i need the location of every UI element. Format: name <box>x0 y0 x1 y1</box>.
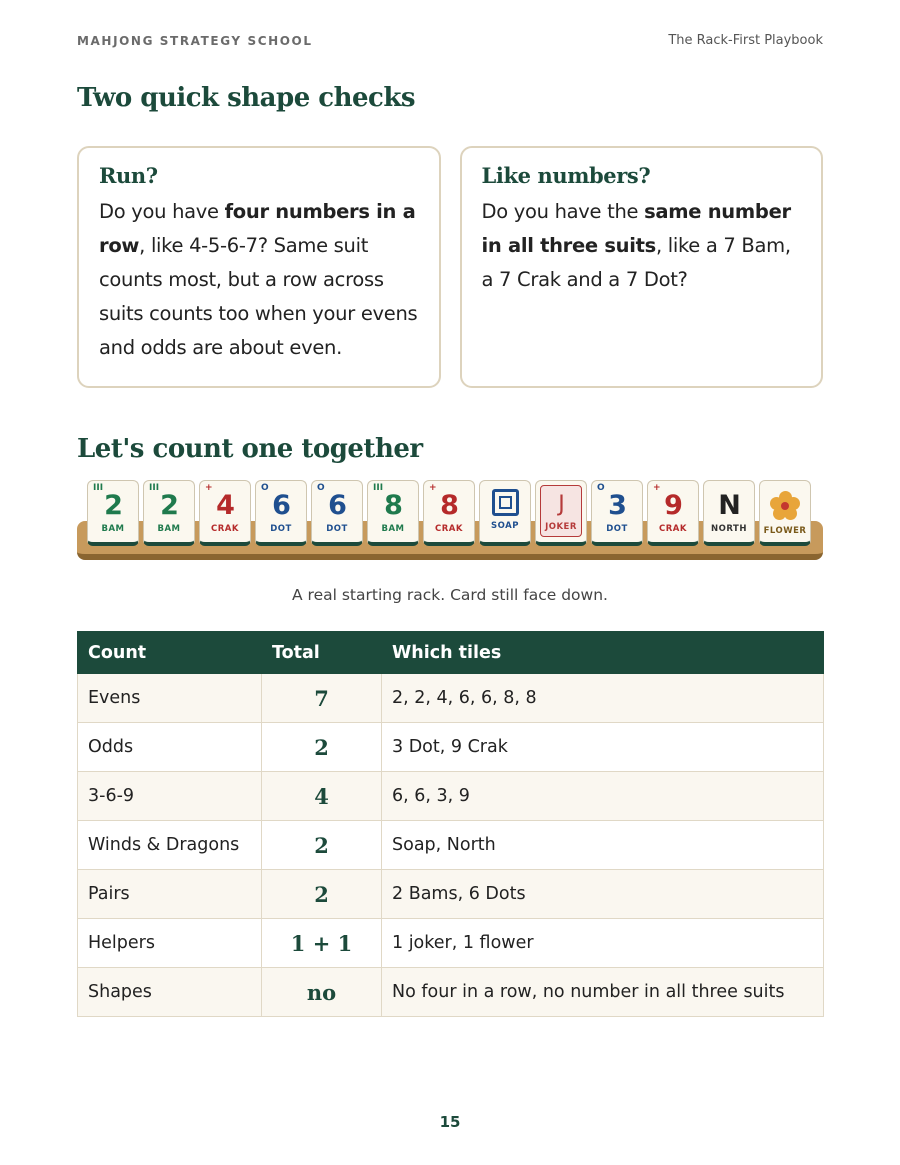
running-header <box>77 33 823 48</box>
shape-check-cards <box>77 146 823 388</box>
total-cell: no <box>262 968 382 1017</box>
table-row <box>78 968 824 1017</box>
tiles-cell: 2 Bams, 6 Dots <box>382 870 824 919</box>
card-like-numbers <box>460 146 824 388</box>
rack-tile <box>311 480 363 546</box>
count-cell: Odds <box>78 723 262 772</box>
tiles-cell: 1 joker, 1 flower <box>382 919 824 968</box>
rack-tile <box>703 480 755 546</box>
column-header-count: Count <box>78 632 262 674</box>
card-title: Run? <box>99 163 158 188</box>
crak-mark-icon: + <box>653 483 661 493</box>
count-cell: Evens <box>78 674 262 723</box>
crak-mark-icon: + <box>205 483 213 493</box>
tile-label: CRAK <box>211 524 239 534</box>
card-body <box>482 195 802 297</box>
table-row <box>78 821 824 870</box>
tile-number: 4 <box>216 490 234 521</box>
tile-number: N <box>718 490 740 521</box>
card-text: , like 4-5-6-7? Same suit counts most, but a row across suits counts too when your evens and odds are about even. <box>99 234 418 359</box>
rack-tiles <box>87 480 811 546</box>
tile-label: JOKER <box>545 522 577 532</box>
joker-icon <box>540 485 582 537</box>
card-run <box>77 146 441 388</box>
count-cell: 3-6-9 <box>78 772 262 821</box>
bam-mark-icon: III <box>373 483 384 493</box>
tile-label: BAM <box>381 524 405 534</box>
dot-mark-icon: O <box>317 483 325 493</box>
soap-dragon-icon <box>492 489 519 516</box>
card-text: Do you have <box>99 200 225 223</box>
tile-number: 3 <box>608 490 626 521</box>
tile-number: 2 <box>104 490 122 521</box>
card-body <box>99 195 419 365</box>
rack-tile <box>255 480 307 546</box>
book-title: The Rack-First Playbook <box>668 33 823 48</box>
rack-tile <box>535 480 587 546</box>
total-cell: 2 <box>262 723 382 772</box>
tile-rack <box>77 478 823 564</box>
page-number: 15 <box>439 1113 461 1131</box>
total-cell: 1 + 1 <box>262 919 382 968</box>
card-title: Like numbers? <box>481 163 651 188</box>
rack-tile <box>479 480 531 546</box>
school-name: MAHJONG STRATEGY SCHOOL <box>77 33 313 48</box>
tile-label: NORTH <box>711 524 747 534</box>
card-emphasis: same number in all three suits <box>481 200 791 257</box>
table-row <box>78 870 824 919</box>
count-cell: Winds & Dragons <box>78 821 262 870</box>
rack-tile <box>199 480 251 546</box>
rack-tile <box>367 480 419 546</box>
tile-number: 6 <box>328 490 346 521</box>
tile-label: BAM <box>101 524 125 534</box>
bam-mark-icon: III <box>149 483 160 493</box>
table-row <box>78 674 824 723</box>
flower-icon <box>770 491 800 521</box>
table-row <box>78 919 824 968</box>
table-row <box>78 723 824 772</box>
rack-tile <box>647 480 699 546</box>
crak-mark-icon: + <box>429 483 437 493</box>
card-emphasis: four numbers in a row <box>99 200 416 257</box>
table-header-row <box>78 632 824 674</box>
tile-number: 6 <box>272 490 290 521</box>
total-cell: 4 <box>262 772 382 821</box>
tile-label: DOT <box>270 524 292 534</box>
tile-label: BAM <box>157 524 181 534</box>
rack-tile <box>423 480 475 546</box>
count-cell: Helpers <box>78 919 262 968</box>
count-cell: Shapes <box>78 968 262 1017</box>
tile-number: 9 <box>664 490 682 521</box>
tiles-cell: No four in a row, no number in all three suits <box>382 968 824 1017</box>
tile-label: DOT <box>326 524 348 534</box>
section-title-shape-checks: Two quick shape checks <box>77 83 416 113</box>
rack-tile <box>591 480 643 546</box>
dot-mark-icon: O <box>597 483 605 493</box>
rack-tile <box>87 480 139 546</box>
count-cell: Pairs <box>78 870 262 919</box>
total-cell: 2 <box>262 821 382 870</box>
total-cell: 7 <box>262 674 382 723</box>
table-row <box>78 772 824 821</box>
tiles-cell: 2, 2, 4, 6, 6, 8, 8 <box>382 674 824 723</box>
rack-caption: A real starting rack. Card still face down. <box>292 586 608 604</box>
count-table <box>77 631 824 1017</box>
bam-mark-icon: III <box>93 483 104 493</box>
tile-label: SOAP <box>491 521 519 531</box>
tiles-cell: 3 Dot, 9 Crak <box>382 723 824 772</box>
tile-number: 8 <box>384 490 402 521</box>
tile-label: FLOWER <box>763 526 807 536</box>
rack-tile <box>759 480 811 546</box>
tile-label: CRAK <box>435 524 463 534</box>
dot-mark-icon: O <box>261 483 269 493</box>
tiles-cell: 6, 6, 3, 9 <box>382 772 824 821</box>
tile-number: 8 <box>440 490 458 521</box>
tile-number: 2 <box>160 490 178 521</box>
total-cell: 2 <box>262 870 382 919</box>
column-header-total: Total <box>262 632 382 674</box>
section-title-count-together: Let's count one together <box>77 434 423 464</box>
card-text: , like a 7 Bam, a 7 Crak and a 7 Dot? <box>481 234 791 291</box>
tile-label: DOT <box>606 524 628 534</box>
rack-tile <box>143 480 195 546</box>
card-text: Do you have the <box>481 200 645 223</box>
tile-label: CRAK <box>659 524 687 534</box>
column-header-tiles: Which tiles <box>382 632 824 674</box>
tiles-cell: Soap, North <box>382 821 824 870</box>
tile-number: J <box>558 492 564 517</box>
